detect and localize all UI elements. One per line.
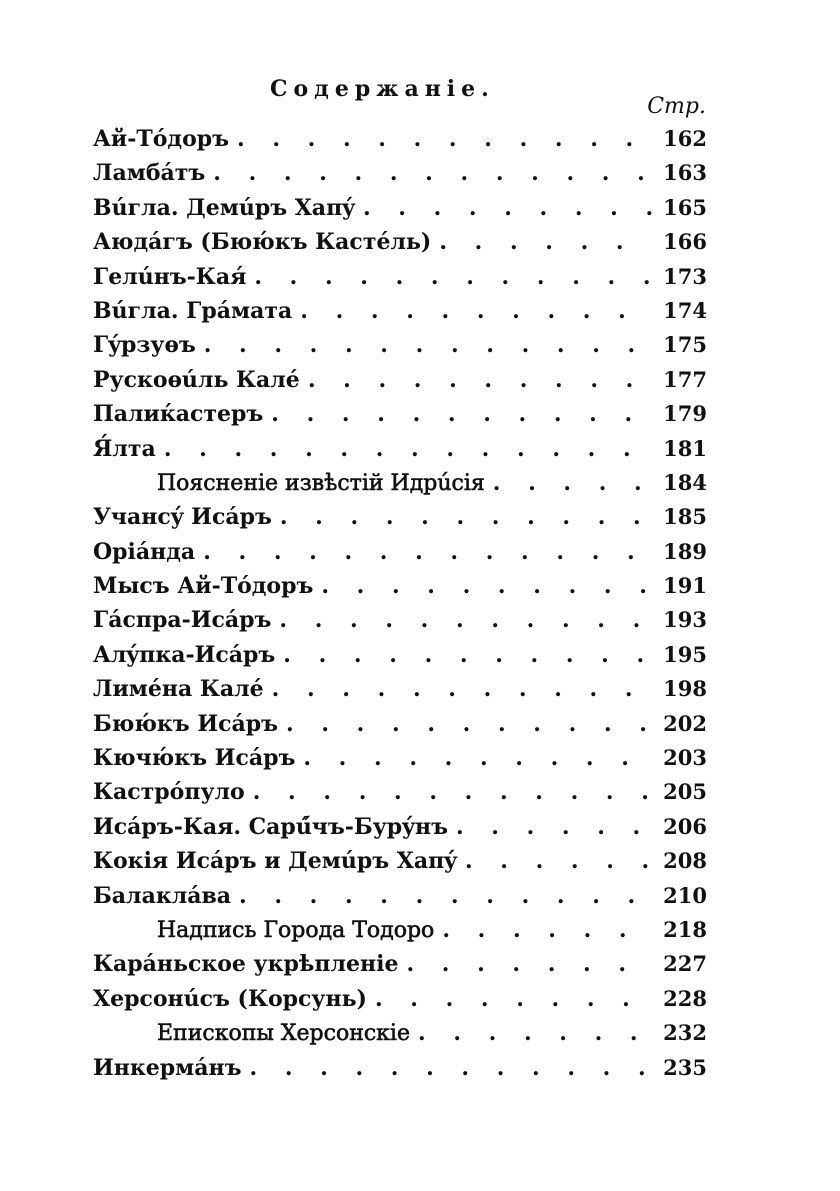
toc-entry xyxy=(93,642,707,676)
dot-leader xyxy=(213,160,653,186)
toc-entry xyxy=(93,814,707,848)
toc-entry-page-number: 189 xyxy=(663,538,707,564)
toc-entry xyxy=(93,1055,707,1089)
dot-leader xyxy=(418,1020,653,1046)
dot-leader xyxy=(250,1055,654,1081)
toc-entry-title: Оріáнда xyxy=(93,538,196,565)
toc-entry-title: Рускоѳúль Калé xyxy=(93,366,300,393)
toc-entry-title: Исáръ-Кая. Сарú́чъ-Бурýнъ xyxy=(93,813,448,840)
toc-entry xyxy=(93,539,707,573)
dot-leader xyxy=(442,917,653,943)
toc-entry xyxy=(93,986,707,1020)
table-of-contents xyxy=(93,126,707,1089)
dot-leader xyxy=(286,711,653,737)
toc-entry xyxy=(93,573,707,607)
dot-leader xyxy=(321,573,653,599)
toc-entry-title: Я́лта xyxy=(93,435,156,462)
toc-entry-page-number: 181 xyxy=(663,435,707,461)
toc-entry xyxy=(93,504,707,538)
dot-leader xyxy=(239,883,653,909)
toc-entry xyxy=(93,848,707,882)
toc-entry-page-number: 179 xyxy=(663,401,707,427)
toc-entry-title: Гýрзуѳъ xyxy=(93,332,196,359)
toc-entry xyxy=(93,711,707,745)
dot-leader xyxy=(439,229,653,255)
dot-leader xyxy=(493,470,653,496)
toc-entry-page-number: 193 xyxy=(663,607,707,633)
toc-entry-page-number: 166 xyxy=(663,229,707,255)
toc-entry xyxy=(93,883,707,917)
toc-entry-title: Кючю́къ Исáръ xyxy=(93,745,296,772)
dot-leader xyxy=(271,401,653,427)
toc-entry-title: Ай-Тóдоръ xyxy=(93,126,230,152)
toc-entry-page-number: 210 xyxy=(663,882,707,908)
toc-entry-page-number: 162 xyxy=(663,126,707,151)
toc-entry-title: Гелúнъ-Кая́ xyxy=(93,263,247,290)
toc-entry-page-number: 165 xyxy=(663,194,707,220)
toc-entry-page-number: 206 xyxy=(663,813,707,839)
toc-entry xyxy=(93,195,707,229)
toc-entry-page-number: 228 xyxy=(663,985,707,1011)
toc-entry-title: Аюдáгъ (Бюю́къ Кастéль) xyxy=(93,229,432,256)
toc-entry-page-number: 208 xyxy=(663,848,707,874)
toc-entry xyxy=(93,745,707,779)
toc-entry-title: Лимéна Калé xyxy=(93,676,264,703)
toc-entry-title: Балаклáва xyxy=(93,882,232,909)
dot-leader xyxy=(280,504,653,530)
toc-entry-title: Епископы Херсонскіе xyxy=(157,1021,410,1047)
toc-entry-title: Мысъ Ай-Тóдоръ xyxy=(93,573,314,600)
toc-entry-page-number: 185 xyxy=(663,504,707,530)
dot-leader xyxy=(283,642,653,668)
dot-leader xyxy=(254,264,653,290)
dot-leader xyxy=(203,539,653,565)
toc-entry-title: Надпись Города Тодоро xyxy=(157,917,435,943)
toc-entry-title: Бюю́къ Исáръ xyxy=(93,710,279,737)
toc-entry xyxy=(93,676,707,710)
toc-entry xyxy=(93,264,707,298)
dot-leader xyxy=(300,298,653,324)
toc-entry-title: Кокія Исáръ и Демúръ Хапý xyxy=(93,848,457,875)
dot-leader xyxy=(308,367,653,393)
toc-entry-page-number: 203 xyxy=(663,745,707,771)
toc-entry xyxy=(93,229,707,263)
toc-entry xyxy=(93,470,707,504)
toc-entry-title: Вúгла. Грáмата xyxy=(93,297,293,324)
page-column-heading: Стр. xyxy=(647,94,706,119)
toc-entry-title: Ламбáтъ xyxy=(93,160,206,187)
toc-entry-title: Кастрóпуло xyxy=(93,779,245,806)
dot-leader xyxy=(164,436,653,462)
toc-entry-page-number: 227 xyxy=(663,951,707,977)
toc-entry-title: Алýпка-Исáръ xyxy=(93,641,276,668)
dot-leader xyxy=(237,126,653,152)
toc-entry-title: Поясненіе извѣстій Идрúсія xyxy=(157,470,485,496)
dot-leader xyxy=(303,745,653,771)
toc-entry xyxy=(93,126,707,160)
toc-entry-title: Инкермáнъ xyxy=(93,1054,242,1081)
dot-leader xyxy=(272,676,653,702)
toc-entry xyxy=(93,401,707,435)
dot-leader xyxy=(279,607,653,633)
toc-entry-title: Гáспра-Исáръ xyxy=(93,607,272,634)
toc-entry xyxy=(93,160,707,194)
toc-entry-page-number: 191 xyxy=(663,573,707,599)
toc-entry-title: Учансý Исáръ xyxy=(93,504,272,531)
toc-entry xyxy=(93,367,707,401)
toc-entry xyxy=(93,332,707,366)
toc-entry-page-number: 232 xyxy=(663,1020,707,1046)
toc-entry-title: Вúгла. Демúръ Хапý xyxy=(93,194,355,221)
toc-entry-page-number: 218 xyxy=(663,916,707,942)
dot-leader xyxy=(253,779,653,805)
toc-entry-page-number: 184 xyxy=(663,469,707,495)
toc-entry-page-number: 195 xyxy=(663,641,707,667)
toc-entry-title: Карáньское укрѣпленіе xyxy=(93,951,399,978)
toc-entry xyxy=(93,298,707,332)
toc-entry xyxy=(93,917,707,951)
dot-leader xyxy=(406,951,653,977)
toc-entry xyxy=(93,951,707,985)
toc-entry-page-number: 173 xyxy=(663,263,707,289)
toc-entry-page-number: 177 xyxy=(663,366,707,392)
toc-entry-page-number: 175 xyxy=(663,332,707,358)
dot-leader xyxy=(456,814,653,840)
toc-entry-page-number: 163 xyxy=(663,160,707,186)
toc-entry-title: Палиќастеръ xyxy=(93,401,264,428)
page-title: Содержаніе. xyxy=(270,76,495,102)
toc-entry-page-number: 202 xyxy=(663,710,707,736)
toc-entry-title: Херсонúсъ (Корсунь) xyxy=(93,985,367,1012)
dot-leader xyxy=(204,332,653,358)
dot-leader xyxy=(465,848,653,874)
toc-entry-page-number: 174 xyxy=(663,297,707,323)
dot-leader xyxy=(363,195,653,221)
toc-entry-page-number: 235 xyxy=(663,1054,707,1080)
toc-entry-page-number: 205 xyxy=(663,779,707,805)
toc-entry xyxy=(93,779,707,813)
toc-entry xyxy=(93,436,707,470)
toc-entry-page-number: 198 xyxy=(663,676,707,702)
toc-entry xyxy=(93,1020,707,1054)
dot-leader xyxy=(375,986,653,1012)
toc-entry xyxy=(93,607,707,641)
